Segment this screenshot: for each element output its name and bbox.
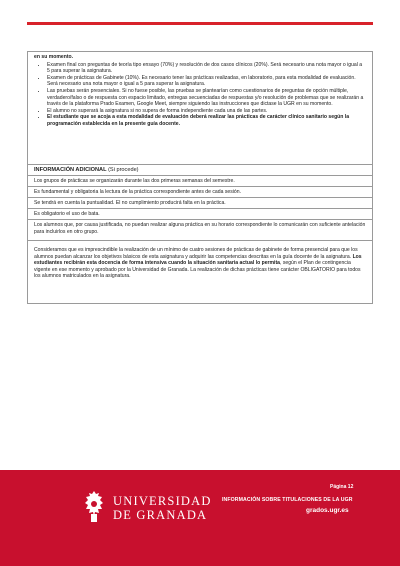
grados-link[interactable]: grados.ugr.es (306, 507, 349, 514)
info-row-practices (27, 241, 373, 304)
evaluation-item: • Examen final con preguntas de teoría tipo ensayo (70%) y resolución de dos casos clínicos (20%). Será necesario una nota mayor o igual a 5 para superar la asignatura. (47, 62, 366, 75)
info-row: Se tendrá en cuenta la puntualidad. El no cumplimiento producirá falta en la práctica. (27, 198, 373, 209)
practices-text-a: Consideramos que es imprescindible la realización de un mínimo de cuatro sesiones de prácticas de gabinete de forma presencial para que los alumnos puedan alcanzar los objetivos básicos de esta asignatura y adquirir las competencias descritas en la guía docente de la asignatura. (34, 247, 358, 260)
university-name-line2: DE GRANADA (113, 508, 208, 522)
additional-info-heading (27, 165, 373, 176)
additional-info-subtitle: (Si procede) (106, 167, 139, 173)
info-row: Los alumnos que, por causa justificada, no puedan realizar alguna práctica en su horario correspondiente lo comunicarán con suficiente antelación para incluirlos en otro grupo. (27, 220, 373, 241)
additional-info-rows (27, 176, 373, 304)
evaluation-item: • Las pruebas serán presenciales. Si no fuese posible, las pruebas se plantearían como cuestionarios de preguntas de opción múltiple, verdadero/falso o de respuesta con espacio limitado, entregas secuenciadas de respuestas y/o resolución de problemas que se realizarán a través de la plataforma Prado Examen, Google Meet, siempre siguiendo las instrucciones que dictase la UGR en su momento. (47, 88, 366, 108)
university-crest-icon (82, 490, 106, 524)
evaluation-box (27, 51, 373, 165)
footer-info-text: INFORMACIÓN SOBRE TITULACIONES DE LA UGR (222, 497, 353, 503)
info-row: Los grupos de prácticas se organizarán durante las dos primeras semanas del semestre. (27, 176, 373, 187)
practices-text-bold: Los estudiantes recibirán esta docencia de forma intensiva cuando la situación sanitaria actual lo permita (34, 253, 362, 267)
evaluation-list (34, 62, 366, 128)
header-red-line (27, 22, 373, 25)
evaluation-item-bold (47, 114, 366, 127)
evaluation-item: • Examen de prácticas de Gabinete (10%). Es necesario tener las prácticas realizadas, en laboratorio, para esta modalidad de evaluación. Será necesario una nota mayor o igual a 5 para superar la asignatura. (47, 75, 366, 88)
practices-text-b: , según el Plan de contingencia vigente en ese momento y aprobado por la Universidad de Granada. La realización de dichas prácticas tiene carácter OBLIGATORIO para todos los alumnos matriculados en la asignatura. (34, 260, 361, 280)
evaluation-item: • El alumno no superará la asignatura si no supera de forma independiente cada una de las partes. (47, 108, 366, 115)
info-row: Es fundamental y obligatoria la lectura de la práctica correspondiente antes de cada sesión. (27, 187, 373, 198)
page-number: Página 12 (330, 484, 354, 490)
info-row: Es obligatorio el uso de bata. (27, 209, 373, 220)
additional-info-title: INFORMACIÓN ADICIONAL (34, 167, 107, 173)
evaluation-lead: en su momento. (34, 54, 74, 60)
university-name-line1: UNIVERSIDAD (113, 494, 212, 508)
evaluation-bold-text: El estudiante que se acoja a esta modalidad de evaluación deberá realizar las prácticas de carácter clínico sanitario según la programación establecida en la presente guía docente. (47, 114, 350, 127)
